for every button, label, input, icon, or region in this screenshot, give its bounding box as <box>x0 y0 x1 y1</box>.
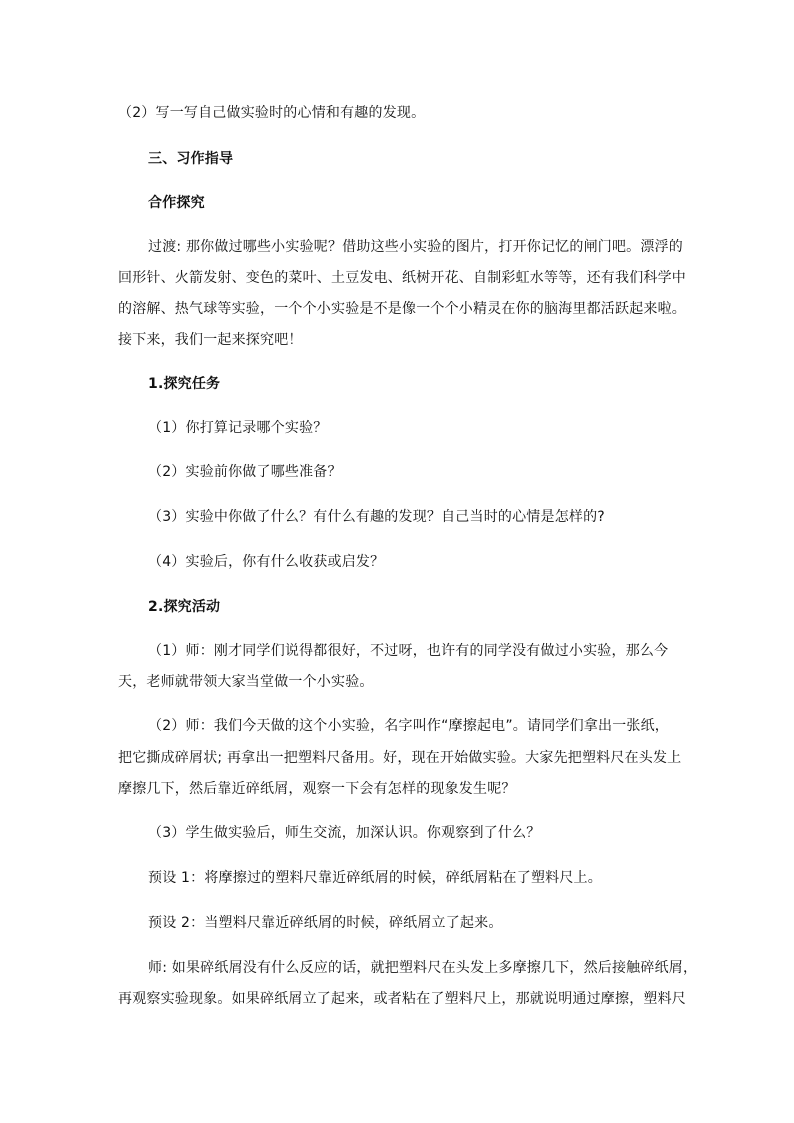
activity-2-line-2: 把它撕成碎屑状; 再拿出一把塑料尺备用。好，现在开始做实验。大家先把塑料尺在头发上 <box>118 750 682 766</box>
paragraph-transition-line-1: 过渡: 那你做过哪些小实验呢？借助这些小实验的图片，打开你记忆的闸门吧。漂浮的 <box>148 239 683 255</box>
activity-3: （3）学生做实验后，师生交流，加深认识。你观察到了什么？ <box>148 825 541 841</box>
preset-1: 预设 1：将摩擦过的塑料尺靠近碎纸屑的时候，碎纸屑粘在了塑料尺上。 <box>148 870 602 886</box>
task-item-4: （4）实验后，你有什么收获或启发？ <box>148 554 385 570</box>
paragraph-task-2: （2）写一写自己做实验时的心情和有趣的发现。 <box>118 105 426 121</box>
activity-2-line-3: 摩擦几下，然后靠近碎纸屑，观察一下会有怎样的现象发生呢？ <box>118 781 516 797</box>
activity-1-line-2: 天，老师就带领大家当堂做一个小实验。 <box>118 674 374 690</box>
activity-1-line-1: （1）师：刚才同学们说得都很好，不过呀，也许有的同学没有做过小实验，那么今 <box>148 643 669 659</box>
activity-2-line-1: （2）师：我们今天做的这个小实验，名字叫作“摩擦起电”。请同学们拿出一张纸， <box>148 718 670 734</box>
teacher-note-line-2: 再观察实验现象。如果碎纸屑立了起来，或者粘在了塑料尺上，那就说明通过摩擦，塑料尺 <box>118 991 686 1007</box>
paragraph-transition-line-4: 接下来，我们一起来探究吧！ <box>118 332 303 348</box>
paragraph-transition-line-3: 的溶解、热气球等实验，一个个小实验是不是像一个个小精灵在你的脑海里都活跃起来啦。 <box>118 301 686 317</box>
subheading-inquiry-activities: 2.探究活动 <box>148 599 221 615</box>
subheading-cooperative-inquiry: 合作探究 <box>148 195 205 211</box>
teacher-note-line-1: 师: 如果碎纸屑没有什么反应的话，就把塑料尺在头发上多摩擦几下，然后接触碎纸屑， <box>148 960 698 976</box>
task-item-2: （2）实验前你做了哪些准备？ <box>148 464 342 480</box>
task-item-3: （3）实验中你做了什么？有什么有趣的发现？自己当时的心情是怎样的? <box>148 509 605 525</box>
task-item-1: （1）你打算记录哪个实验？ <box>148 420 328 436</box>
paragraph-transition-line-2: 回形针、火箭发射、变色的菜叶、土豆发电、纸树开花、自制彩虹水等等，还有我们科学中 <box>118 270 686 286</box>
subheading-inquiry-tasks: 1.探究任务 <box>148 376 221 392</box>
section-heading: 三、习作指导 <box>148 151 234 167</box>
preset-2: 预设 2：当塑料尺靠近碎纸屑的时候，碎纸屑立了起来。 <box>148 915 503 931</box>
